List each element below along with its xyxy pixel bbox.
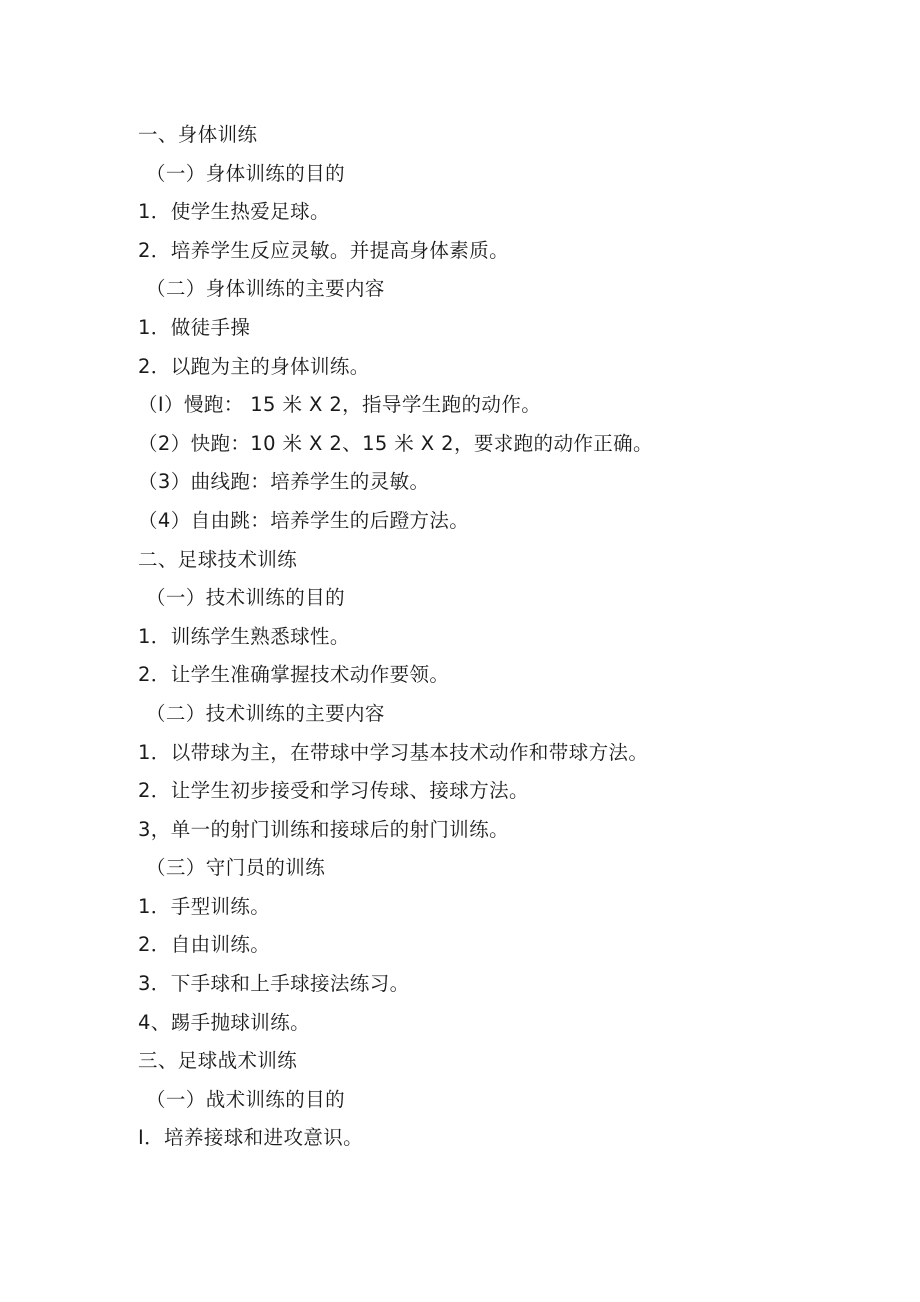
text-line: 1．训练学生熟悉球性。 [138,624,350,648]
text-line: 三、足球战术训练 [138,1049,298,1073]
text-line: 1．手型训练。 [138,894,271,918]
text-line: 2．培养学生反应灵敏。并提高身体素质。 [138,238,510,262]
text-line: 1．做徒手操 [138,315,251,339]
text-line: 3．下手球和上手球接法练习。 [138,972,410,996]
text-line: 4、踢手抛球训练。 [138,1010,311,1034]
text-line: （I）慢跑： 15 米 X 2，指导学生跑的动作。 [138,393,542,417]
section-subheading: （一）战术训练的目的 [146,1087,346,1111]
text-line: 1．以带球为主，在带球中学习基本技术动作和带球方法。 [138,740,649,764]
text-line: 一、身体训练 [138,123,258,146]
section-subheading: （二）身体训练的主要内容 [146,277,385,301]
text-line: 2．让学生初步接受和学习传球、接球方法。 [138,779,529,803]
text-line: 二、足球技术训练 [138,547,298,571]
document-body [138,116,838,1158]
text-line: 1．使学生热爱足球。 [138,200,330,224]
text-line: 2．以跑为主的身体训练。 [138,354,370,378]
text-line: （3）曲线跑：培养学生的灵敏。 [138,470,430,494]
text-line: 3，单一的射门训练和接球后的射门训练。 [138,817,510,841]
section-subheading: （一）技术训练的目的 [146,586,346,610]
text-line: 2．自由训练。 [138,933,271,957]
text-line: 2．让学生准确掌握技术动作要领。 [138,663,450,687]
text-line: I．培养接球和进攻意识。 [138,1126,364,1150]
section-subheading: （三）守门员的训练 [146,856,326,880]
section-subheading: （一）身体训练的目的 [146,161,346,185]
text-line: （2）快跑：10 米 X 2、15 米 X 2，要求跑的动作正确。 [138,431,653,455]
section-subheading: （二）技术训练的主要内容 [146,701,385,725]
text-line: （4）自由跳：培养学生的后蹬方法。 [138,508,470,532]
